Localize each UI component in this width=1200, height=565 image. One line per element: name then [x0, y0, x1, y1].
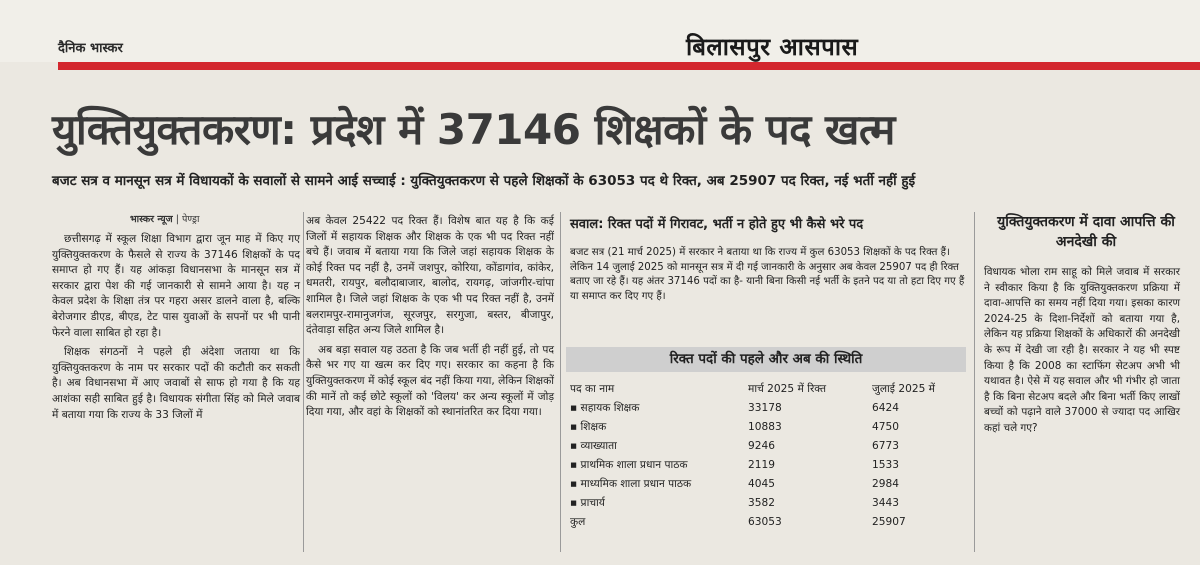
table-row: [570, 456, 962, 475]
byline-place: पेण्ड्रा: [181, 214, 200, 225]
post-name: ▪ शिक्षक: [570, 421, 607, 433]
post-name: ▪ व्याख्याता: [570, 440, 617, 452]
red-rule-divider: [58, 62, 1200, 70]
column-divider: [560, 212, 561, 552]
header-july: जुलाई 2025 में: [872, 383, 936, 395]
paragraph: शिक्षक संगठनों ने पहले ही अंदेशा जताया था कि युक्तियुक्तकरण के नाम पर सरकार पदों की कटौती कर सकती है। अब विधानसभा में आए जवाबों से साफ हो गया है कि यह आशंका सही साबित हुई है। विधायक संगीता सिंह को मिले जवाब में बताया गया कि राज्य के 33 जिलों में: [52, 346, 300, 421]
paragraph: अब बड़ा सवाल यह उठता है कि जब भर्ती ही नहीं हुई, तो पद कैसे भर गए या खत्म कर दिए गए। सरकार का कहना है कि युक्तियुक्तकरण में कोई स्कूल बंद नहीं किया गया, लेकिन शिक्षकों की मानें तो कई छोटे स्कूलों को 'विलय' कर अन्य स्कूलों में जोड़ दिया गया, और वहां के शिक्षकों को स्थानांतरित कर दिया गया।: [306, 343, 554, 419]
paragraph: छत्तीसगढ़ में स्कूल शिक्षा विभाग द्वारा जून माह में किए गए युक्तियुक्तकरण के फैसले से राज्य के 37146 शिक्षकों के पद समाप्त हो गए हैं। यह आंकड़ा विधानसभा के मानसून सत्र में सरकार द्वारा पेश की गई जानकारी से सामने आया है। यह न केवल प्रदेश के शिक्षा तंत्र पर गहरा असर डालने वाला है, बल्कि बेरोजगार डीएड, बीएड, टेट पास युवाओं के सपनों पर भी पानी फेरने वाला साबित हो रहा है।: [52, 233, 300, 339]
newspaper-brand: दैनिक भास्कर: [58, 41, 123, 56]
byline-source: भास्कर न्यूज: [130, 214, 173, 225]
march-value: 10883: [748, 421, 782, 433]
table-title: रिक्त पदों की पहले और अब की स्थिति: [566, 347, 966, 372]
table-total-row: [570, 513, 962, 532]
subheadline: बजट सत्र व मानसून सत्र में विधायकों के सवालों से सामने आई सच्चाई : युक्तियुक्तकरण से पहले शिक्षकों के 63053 पद थे रिक्त, अब 25907 पद रिक्त, नई भर्ती नहीं हुई: [52, 173, 916, 189]
post-name: ▪ प्राचार्य: [570, 497, 605, 509]
side-column: [984, 265, 1180, 441]
july-value: 6424: [872, 402, 899, 414]
march-value: 4045: [748, 478, 775, 490]
header-post: पद का नाम: [570, 383, 615, 395]
march-value: 9246: [748, 440, 775, 452]
july-total: 25907: [872, 516, 906, 528]
table-row: [570, 437, 962, 456]
march-value: 2119: [748, 459, 775, 471]
july-value: 2984: [872, 478, 899, 490]
table-row: [570, 494, 962, 513]
byline-separator: |: [175, 214, 182, 225]
march-total: 63053: [748, 516, 782, 528]
side-heading: युक्तियुक्तकरण में दावा आपत्ति की अनदेखी की: [997, 214, 1175, 250]
column-divider: [303, 212, 304, 552]
july-value: 6773: [872, 440, 899, 452]
paragraph: विधायक भोला राम साहू को मिले जवाब में सरकार ने स्वीकार किया है कि युक्तियुक्तकरण प्रक्रिया में दावा-आपत्ति का समय नहीं दिया गया। इसका कारण 2024-25 के दिशा-निर्देशों को बताया गया है, लेकिन यह प्रक्रिया शिक्षकों के अधिकारों की अनदेखी के रूप में देखी जा रही है। सरकार ने यह भी स्पष्ट किया है कि 2008 का स्टाफिंग सेटअप अभी भी यथावत है। ऐसे में यह सवाल और भी गंभीर हो जाता है कि बिना सेटअप बदले और बिना भर्ती किए लाखों बच्चों को पढ़ाने वाले 37000 से ज्यादा पद आखिर कहां चले गए?: [984, 266, 1180, 434]
header-march: मार्च 2025 में रिक्त: [748, 383, 826, 395]
march-value: 33178: [748, 402, 782, 414]
total-label: कुल: [570, 516, 586, 528]
july-value: 4750: [872, 421, 899, 433]
masthead: [0, 0, 1200, 62]
question-subhead: सवाल: रिक्त पदों में गिरावट, भर्ती न होते हुए भी कैसे भरे पद: [570, 217, 864, 232]
article-column-2: [306, 214, 554, 425]
post-name: ▪ माध्यमिक शाला प्रधान पाठक: [570, 478, 692, 490]
column-divider: [974, 212, 975, 552]
byline: [130, 212, 199, 225]
vacancy-table: [566, 347, 966, 553]
table-row: [570, 399, 962, 418]
headline: युक्तियुक्तकरण: प्रदेश में 37146 शिक्षकों के पद खत्म: [52, 105, 895, 154]
article-column-1: [52, 232, 300, 427]
table-row: [570, 475, 962, 494]
table-row: [570, 418, 962, 437]
post-name: ▪ प्राथमिक शाला प्रधान पाठक: [570, 459, 688, 471]
march-value: 3582: [748, 497, 775, 509]
july-value: 1533: [872, 459, 899, 471]
question-intro: बजट सत्र (21 मार्च 2025) में सरकार ने बताया था कि राज्य में कुल 63053 शिक्षकों के पद रिक्त हैं। लेकिन 14 जुलाई 2025 को मानसून सत्र में दी गई जानकारी के अनुसार अब केवल 25907 पद ही रिक्त बताए जा रहे हैं। यह अंतर 37146 पदों का है- यानी बिना किसी नई भर्ती के इतने पद या तो हटा दिए गए हैं या समाप्त कर दिए गए हैं।: [570, 247, 965, 302]
paragraph: अब केवल 25422 पद रिक्त हैं। विशेष बात यह है कि कई जिलों में सहायक शिक्षक और शिक्षक के एक भी पद रिक्त नहीं बचे हैं। जवाब में बताया गया कि जिले जहां सहायक शिक्षक के कोई रिक्त पद नहीं है, उनमें जशपुर, कोरिया, कोंडागांव, कांकेर, धमतरी, रायपुर, बलौदाबाजार, बालोद, रायगढ़, जांजगीर-चांपा शामिल है। जिले जहां शिक्षक के एक भी पद रिक्त नहीं है, उनमें बलरामपुर-रामानुजगंज, सूरजपुर, सरगुजा, बस्तर, बीजापुर, दंतेवाड़ा सहित अन्य जिले शामिल है।: [306, 215, 554, 337]
july-value: 3443: [872, 497, 899, 509]
section-title: बिलासपुर आसपास: [686, 33, 859, 61]
table-header-row: [570, 380, 962, 399]
post-name: ▪ सहायक शिक्षक: [570, 402, 640, 414]
